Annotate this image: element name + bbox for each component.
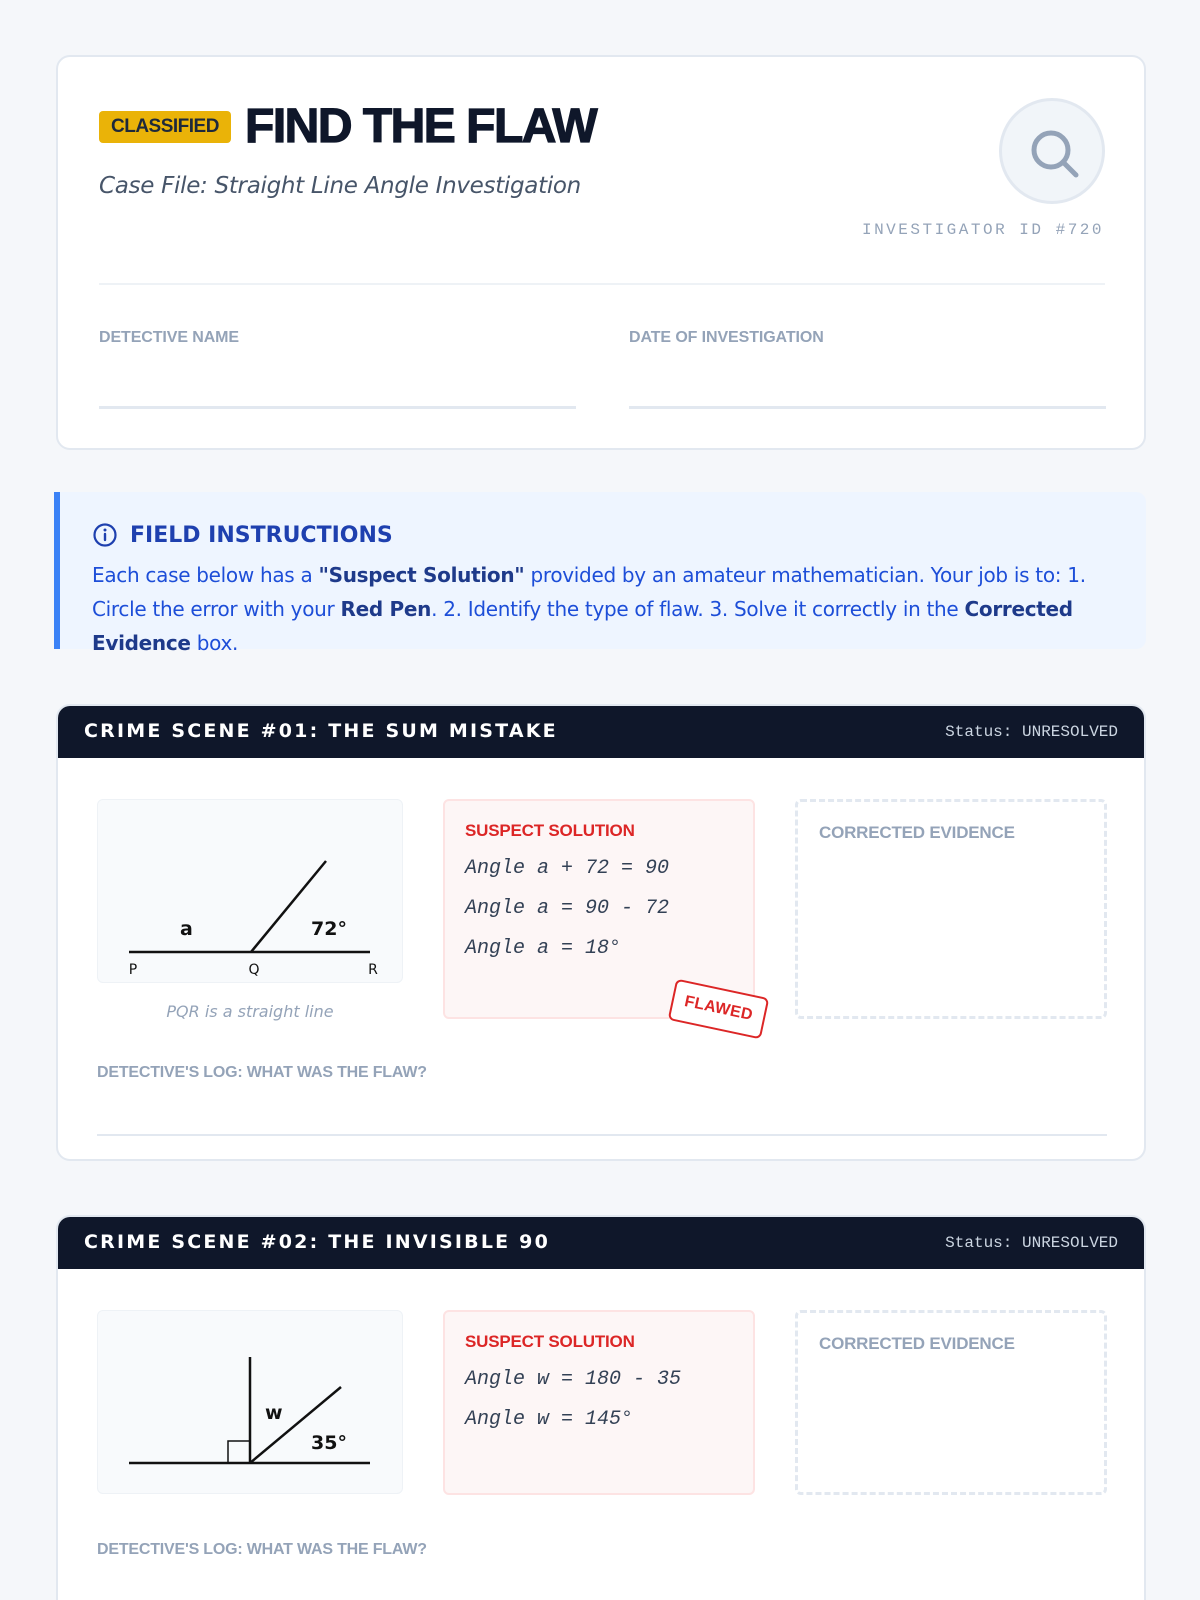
detective-log-field[interactable] <box>97 1134 1107 1136</box>
case-header-card <box>56 55 1146 450</box>
corrected-evidence-title: CORRECTED EVIDENCE <box>819 1334 1015 1353</box>
corrected-evidence-box[interactable] <box>795 1310 1107 1495</box>
corrected-evidence-title: CORRECTED EVIDENCE <box>819 823 1015 842</box>
flawed-stamp: FLAWED <box>668 979 770 1040</box>
scene-title: CRIME SCENE #01: THE SUM MISTAKE <box>84 720 558 742</box>
instructions-title: FIELD INSTRUCTIONS <box>130 522 393 548</box>
scene-status: Status: UNRESOLVED <box>945 1234 1118 1252</box>
scene-title: CRIME SCENE #02: THE INVISIBLE 90 <box>84 1231 550 1253</box>
given-angle-label: 72° <box>311 918 347 940</box>
case-subtitle: Case File: Straight Line Angle Investigation <box>99 173 581 199</box>
classified-badge: CLASSIFIED <box>99 111 231 143</box>
investigation-date-field[interactable] <box>629 406 1106 409</box>
point-r-label: R <box>368 962 378 978</box>
point-p-label: P <box>128 962 138 978</box>
solution-step: Angle a = 90 - 72 <box>465 897 670 920</box>
detective-name-label: DETECTIVE NAME <box>99 329 239 346</box>
crime-scene-card <box>56 1215 1146 1600</box>
suspect-solution-title: SUSPECT SOLUTION <box>465 821 635 840</box>
angle-diagram <box>97 799 403 983</box>
detective-name-field[interactable] <box>99 406 576 409</box>
scene-status: Status: UNRESOLVED <box>945 723 1118 741</box>
detective-log-label: DETECTIVE'S LOG: WHAT WAS THE FLAW? <box>97 1064 427 1081</box>
field-instructions <box>54 492 1146 655</box>
unknown-angle-label: w <box>265 1402 283 1424</box>
corrected-evidence-box[interactable] <box>795 799 1107 1019</box>
unknown-angle-label: a <box>180 918 193 940</box>
info-icon <box>92 522 118 548</box>
right-angle-marker <box>228 1441 250 1463</box>
suspect-solution-box[interactable] <box>443 1310 755 1495</box>
solution-step: Angle a = 18° <box>465 937 622 960</box>
detective-log-label: DETECTIVE'S LOG: WHAT WAS THE FLAW? <box>97 1541 427 1558</box>
investigation-date-label: DATE OF INVESTIGATION <box>629 329 824 346</box>
diagram-caption: PQR is a straight line <box>166 1002 334 1021</box>
point-q-label: Q <box>248 962 260 978</box>
instructions-text: Each case below has a "Suspect Solution" provided by an amateur mathematician. Your job is to: 1. Circle the error with your Red Pen. 2. Identify the type of flaw. 3. Solve it correctly in the Corrected Evidence box. <box>92 563 1086 655</box>
solution-step: Angle a + 72 = 90 <box>465 857 670 880</box>
scene-header-bar <box>58 1217 1144 1269</box>
given-angle-label: 35° <box>311 1432 347 1454</box>
angle-diagram <box>97 1310 403 1494</box>
solution-step: Angle w = 145° <box>465 1408 634 1431</box>
investigator-id: INVESTIGATOR ID #720 <box>861 221 1104 239</box>
crime-scene-card <box>56 704 1146 1161</box>
suspect-solution-title: SUSPECT SOLUTION <box>465 1332 635 1351</box>
solution-step: Angle w = 180 - 35 <box>465 1368 682 1391</box>
header-divider <box>99 283 1105 285</box>
page-title: FIND THE FLAW <box>245 100 597 153</box>
scene-header-bar <box>58 706 1144 758</box>
search-icon <box>999 98 1105 204</box>
